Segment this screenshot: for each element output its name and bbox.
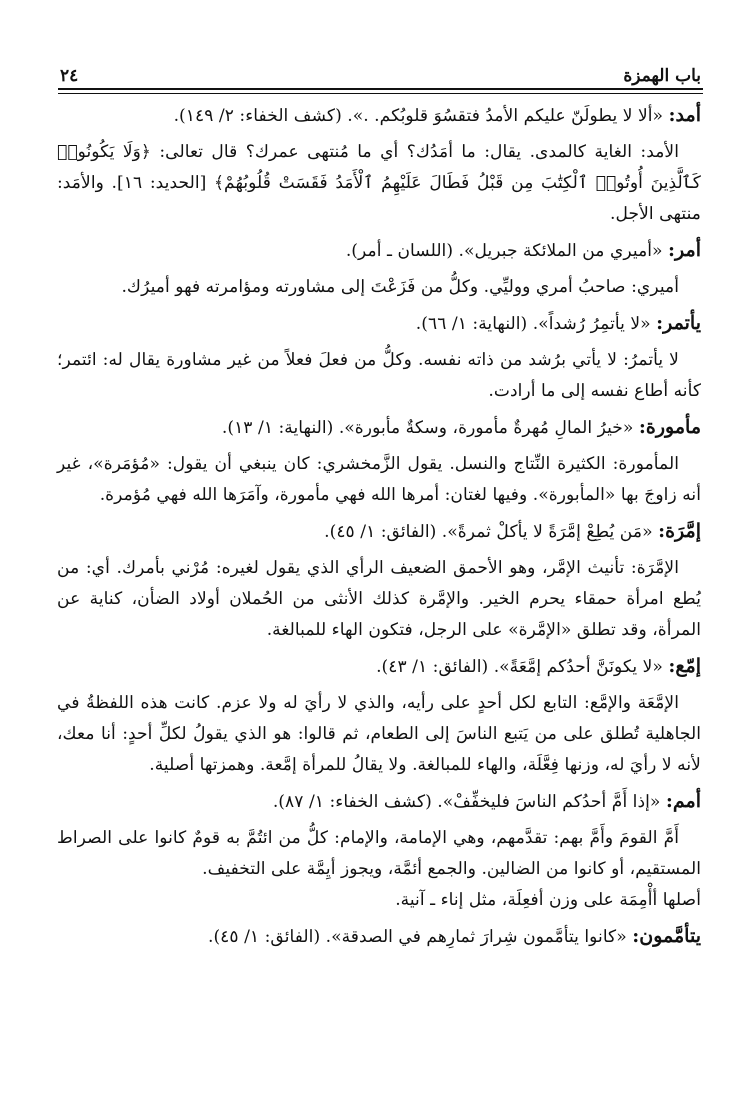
entry-definition	[57, 823, 701, 916]
entry-definition-continued: أصلها أأْمِمَة على وزن أفعِلَة، مثل إناء ـ آنية.	[395, 890, 701, 910]
entry-headline	[57, 308, 701, 340]
entry-headline	[57, 786, 701, 818]
entry-definition: الإمَّرَة: تأنيث الإمَّر، وهو الأحمق الضعيف الرأي الذي يقول لغيره: مُرْني بأمرك. أي: من يُطع امرأة حمقاء يحرم الخير. والإمَّرة كذلك الأنثى من الحُملان أولاد الضأن، كناية عن المرأة، وقد تطلق «الإمَّرة» على الرجل، فتكون الهاء للمبالغة.	[57, 558, 701, 640]
entry-quote: «ألا لا يطولَنّ عليكم الأمدُ فتقسُوَ قلوبُكم. .». (كشف الخفاء: ٢/ ١٤٩).	[173, 106, 669, 126]
entry-quote: «أميري من الملائكة جبريل». (اللسان ـ أمر).	[345, 241, 669, 261]
entry-definition: أميري: صاحبُ أمري ووليِّي. وكلُّ من فَزَعْتَ إلى مشاورته ومؤامرته فهو أميرُك.	[121, 277, 679, 297]
entry-headline	[57, 235, 701, 267]
entry-headline	[57, 921, 701, 953]
entry-definition: الإمَّعَة والإمَّع: التابع لكل أحدٍ على رأيه، والذي لا رأيَ له ولا عزم. كانت هذه اللفظةُ في الجاهلية تُطلق على من يَتبع الناسَ إلى الطعام، ثم قالوا: هو الذي يقولُ لكلِّ أحدٍ: أنا معك، لأنه لا رأيَ له، وزنها فِعَّلَة، والهاء للمبالغة. ولا يقالُ للمرأة إمَّعة. وهمزتها أصلية.	[57, 693, 701, 775]
entry-definition: الأمد: الغاية كالمدى. يقال: ما أمَدُك؟ أي ما مُنتهى عمرك؟ قال تعالى: ﴿وَلَا يَكُونُوا۟ كَٱلَّذِينَ أُوتُوا۟ ٱلْكِتَٰبَ مِن قَبْلُ فَطَالَ عَلَيْهِمُ ٱلْأَمَدُ فَقَسَتْ قُلُوبُهُمْ﴾ [الحديد: ١٦]. والأمَد: منتهى الأجل.	[57, 142, 701, 224]
entry-quote: «خيرُ المالِ مُهرةٌ مأمورة، وسكةٌ مأبورة». (النهاية: ١/ ١٣).	[221, 418, 639, 438]
entry-definition: المأمورة: الكثيرة النِّتاج والنسل. يقول الزَّمخشري: كان ينبغي أن يقول: «مُؤمَرة»، غير أنه زاوجَ بها «المأبورة». وفيها لغتان: أمرها الله فهي مأمورة، وآمَرَها الله فهي مُؤمرة.	[57, 454, 701, 505]
entry-headword: إمَّرَة:	[658, 520, 701, 542]
entry-definition-text: أَمَّ القومَ وأَمَّ بهم: تقدَّمهم، وهي الإمامة، والإمام: كلُّ من ائتُمَّ به قومٌ كانوا على الصراط المستقيم، أو كانوا من الضالين. والجمع أئمَّة، ويجوز أيِمَّة على التخفيف.	[57, 828, 701, 879]
entry-headword: أمر:	[668, 239, 701, 261]
header-rule-thin	[58, 93, 703, 94]
chapter-title: باب الهمزة	[623, 66, 701, 86]
entry-headword: يتأمَّمون:	[632, 925, 701, 947]
entry-headline	[57, 651, 701, 683]
dictionary-body	[57, 100, 701, 958]
entry-quote: «لا يكونَنَّ أحدُكم إمَّعَةً». (الفائق: ١/ ٤٣).	[376, 657, 669, 677]
entry-headword: إمّع:	[668, 655, 701, 677]
entry-quote: «كانوا يتأمَّمون شِرارَ ثمارِهم في الصدقة». (الفائق: ١/ ٤٥).	[207, 927, 633, 947]
entry-headline	[57, 412, 701, 444]
page-number: ٢٤	[60, 66, 79, 86]
entry-headline	[57, 516, 701, 548]
entry-headline	[57, 100, 701, 132]
entry-definition: لا يأتمرُ: لا يأتي برُشد من ذاته نفسه. وكلُّ من فعلَ فعلاً من غير مشاورة يقال له: ائتمر؛ كأنه أطاع نفسه إلى ما أرادت.	[57, 350, 701, 401]
entry-quote: «لا يأتمِرُ رُشداً». (النهاية: ١/ ٦٦).	[415, 314, 657, 334]
header-rule-thick	[58, 88, 703, 90]
entry-quote: «إذا أَمَّ أحدُكم الناسَ فليخفِّفْ». (كشف الخفاء: ١/ ٨٧).	[272, 792, 666, 812]
page-header	[60, 56, 701, 86]
entry-headword: أمم:	[665, 790, 701, 812]
entry-quote: «مَن يُطِعْ إمَّرَةً لا يأكلْ ثمرةً». (الفائق: ١/ ٤٥).	[324, 522, 659, 542]
entry-headword: يأتمر:	[656, 312, 701, 334]
entry-headword: أمد:	[668, 104, 701, 126]
entry-headword: مأمورة:	[638, 416, 701, 438]
